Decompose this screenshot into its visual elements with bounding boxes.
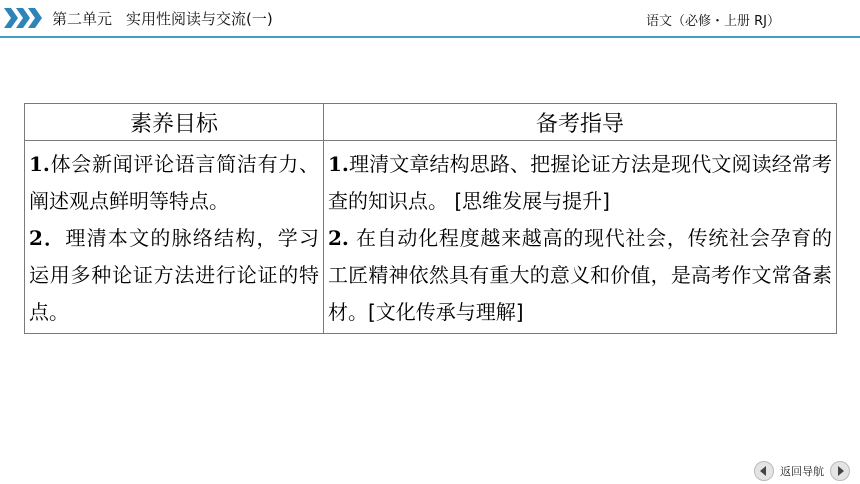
column-header-goals: 素养目标 [25,104,324,141]
breadcrumb [52,8,273,29]
header-divider [0,36,860,38]
goals-cell [25,141,324,334]
guidance-item [328,146,832,220]
slide-header [0,0,860,38]
column-header-guidance: 备考指导 [324,104,837,141]
goal-item-number: 2． [29,226,66,250]
guidance-cell [324,141,837,334]
guidance-item-text: 理清文章结构思路、把握论证方法是现代文阅读经常考查的知识点。 [思维发展与提升] [328,152,832,213]
guidance-item-text: 在自动化程度越来越高的现代社会，传统社会孕育的工匠精神依然具有重大的意义和价值，是高考作文常备素材。[文化传承与理解] [328,226,832,324]
goal-item [29,220,319,331]
goal-item-text: 体会新闻评论语言简洁有力、阐述观点鲜明等特点。 [29,152,319,213]
guidance-item-number: 2. [328,226,349,250]
lesson-title: 实用性阅读与交流(一) [126,10,273,28]
guidance-item-number: 1. [328,152,349,176]
subject-label: 语文（必修・上册 RJ） [646,14,780,29]
goal-item-number: 1. [29,152,50,176]
table-row [25,141,837,334]
goal-item-text: 理清本文的脉络结构，学习运用多种论证方法进行论证的特点。 [29,226,319,324]
back-arrow-icon[interactable] [754,461,774,481]
return-nav-link[interactable]: 返回导航 [780,465,824,478]
forward-arrow-icon[interactable] [830,461,850,481]
goals-table [24,103,837,334]
unit-label: 第二单元 [52,10,113,28]
table-header-row [25,104,837,141]
chevron-right-icon [0,3,46,33]
guidance-item [328,220,832,331]
nav-bar [754,460,850,482]
goal-item [29,146,319,220]
